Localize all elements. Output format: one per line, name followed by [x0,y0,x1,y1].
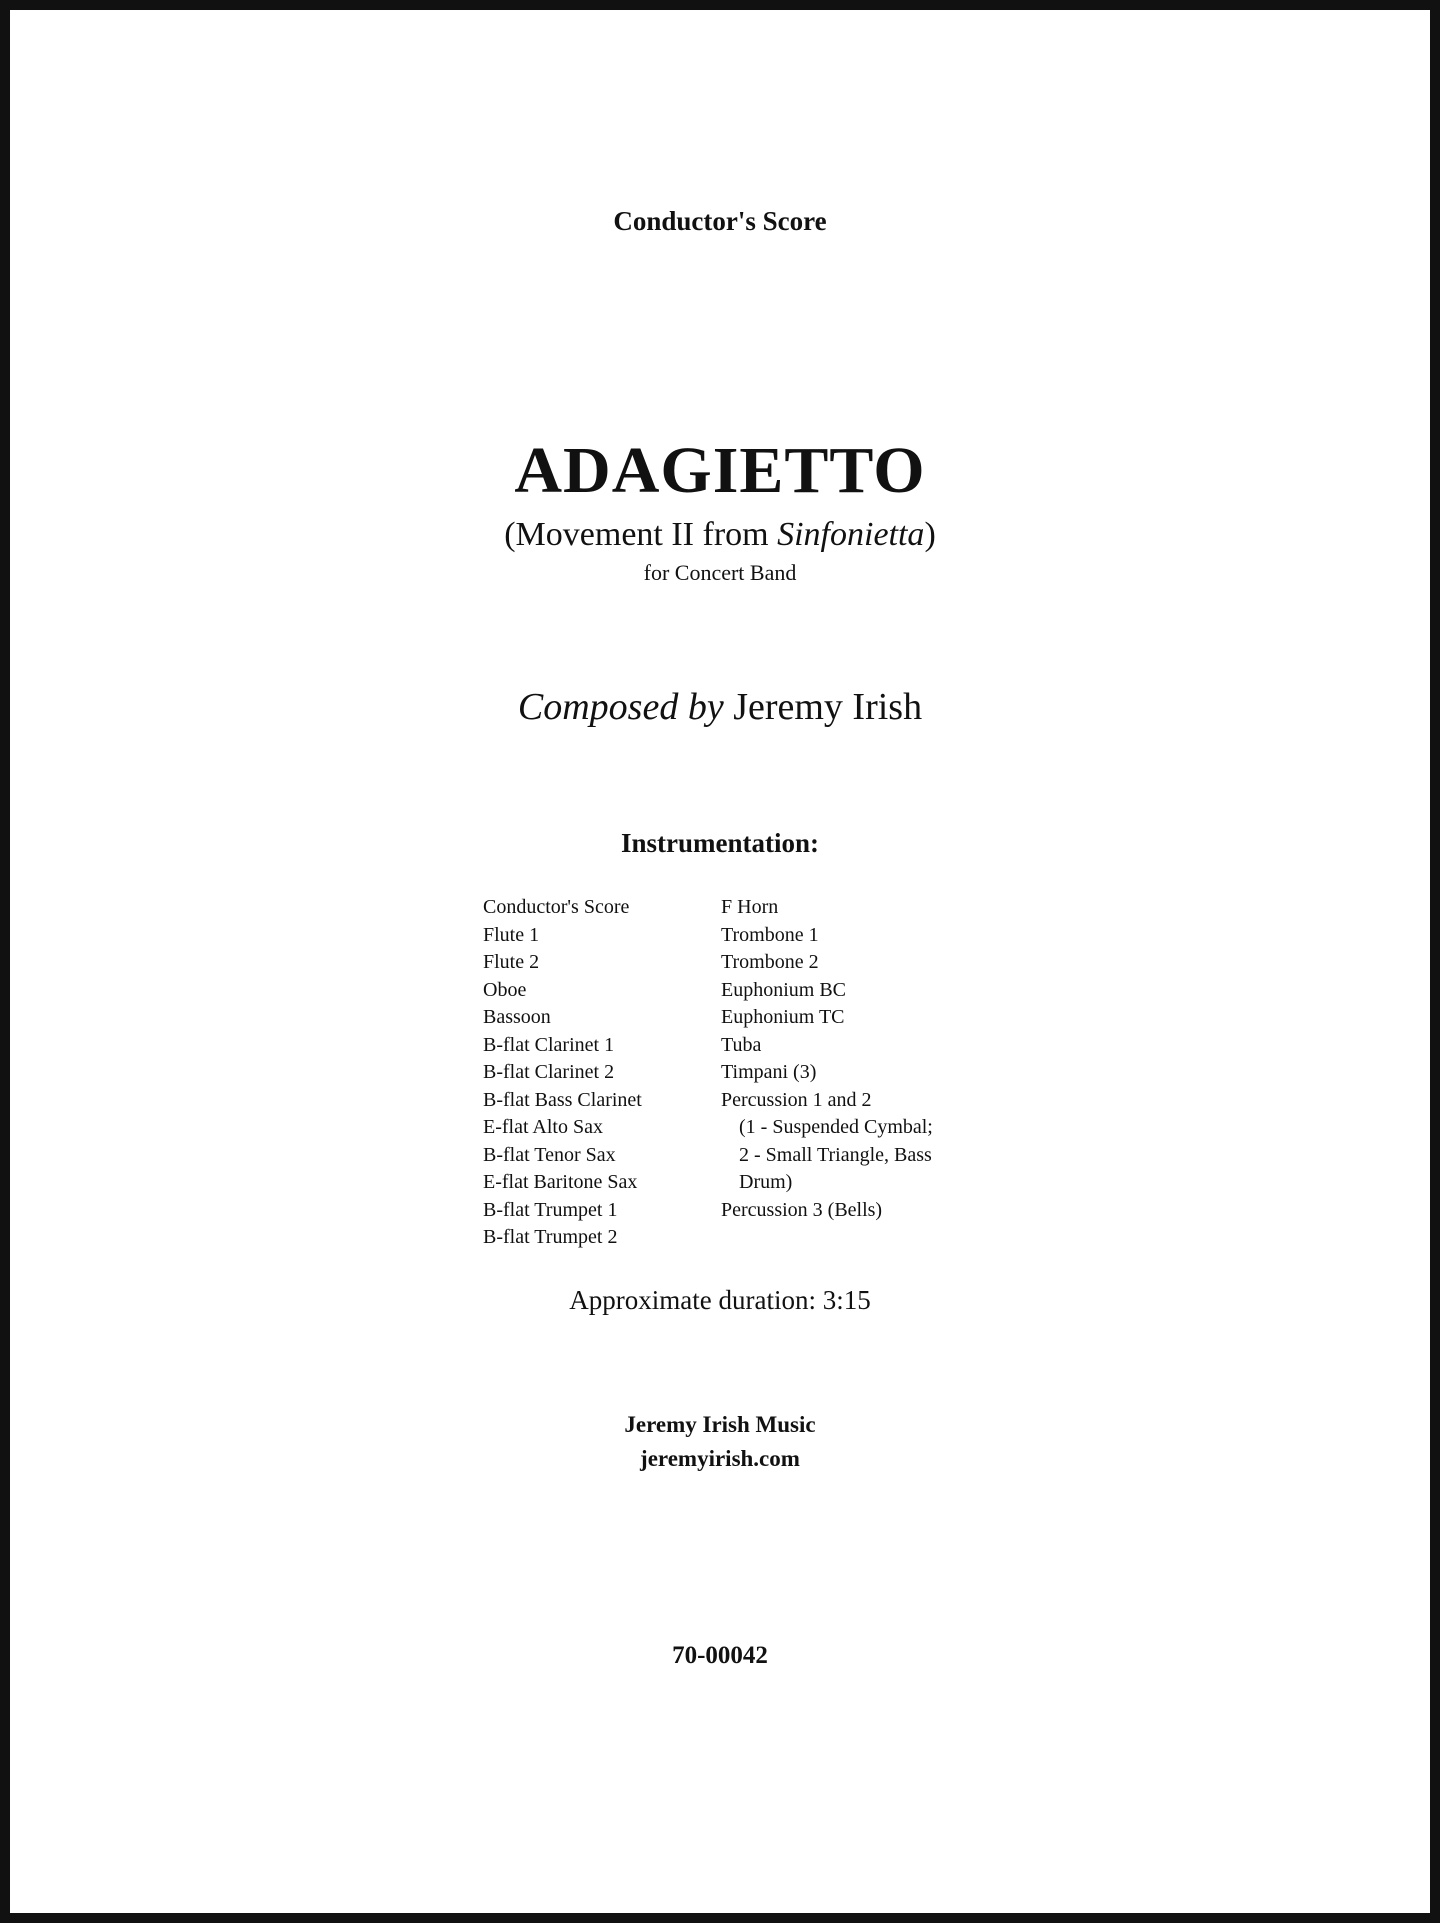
instrument-note: 2 - Small Triangle, Bass [739,1143,932,1166]
composer-credit-label: Composed by [517,686,724,728]
instrument-item: Flute 2 [483,951,540,973]
instrumentation-right-column [721,894,1021,1224]
publisher-name: Jeremy Irish Music [624,1412,816,1437]
subtitle-suffix: ) [924,516,936,553]
instrument-item: E-flat Alto Sax [483,1116,603,1138]
instrument-item: Percussion 1 and 2 [721,1088,872,1111]
instrument-item: B-flat Clarinet 2 [483,1061,615,1083]
subtitle-work: Sinfonietta [777,516,925,553]
catalog-number: 70-00042 [672,1642,768,1669]
instrument-item: E-flat Baritone Sax [483,1171,638,1193]
ensemble-line: for Concert Band [643,560,797,585]
instrument-item: F Horn [721,896,779,918]
instrument-item: Percussion 3 (Bells) [721,1198,883,1221]
instrument-item: Euphonium BC [721,978,847,1001]
instrumentation-heading: Instrumentation: [620,828,819,858]
instrument-item: Trombone 1 [721,923,819,946]
instrument-item: Conductor's Score [483,896,630,918]
instrument-item: Oboe [483,978,527,1001]
instrument-note: (1 - Suspended Cymbal; [739,1116,933,1138]
instrument-item: Bassoon [483,1006,551,1028]
instrument-note: Drum) [739,1171,793,1193]
instrument-item: Timpani (3) [721,1061,817,1083]
piece-title: ADAGIETTO [514,434,926,507]
instrument-item: Tuba [721,1033,762,1056]
instrumentation-left-column [483,894,719,1252]
instrument-item: B-flat Bass Clarinet [483,1088,642,1111]
instrument-item: Flute 1 [483,923,540,946]
piece-subtitle [10,518,1430,552]
subtitle-prefix: (Movement II from [504,516,778,553]
composer-credit [10,688,1430,726]
score-type-label: Conductor's Score [613,206,827,236]
approximate-duration: Approximate duration: 3:15 [569,1285,871,1315]
composer-name: Jeremy Irish [733,686,923,728]
instrument-item: B-flat Trumpet 2 [483,1226,618,1248]
instrument-item: Euphonium TC [721,1006,845,1028]
publisher-website: jeremyirish.com [640,1446,800,1471]
instrument-item: B-flat Tenor Sax [483,1143,616,1166]
instrument-item: B-flat Trumpet 1 [483,1198,618,1221]
instrument-item: Trombone 2 [721,951,819,973]
instrument-item: B-flat Clarinet 1 [483,1033,615,1056]
